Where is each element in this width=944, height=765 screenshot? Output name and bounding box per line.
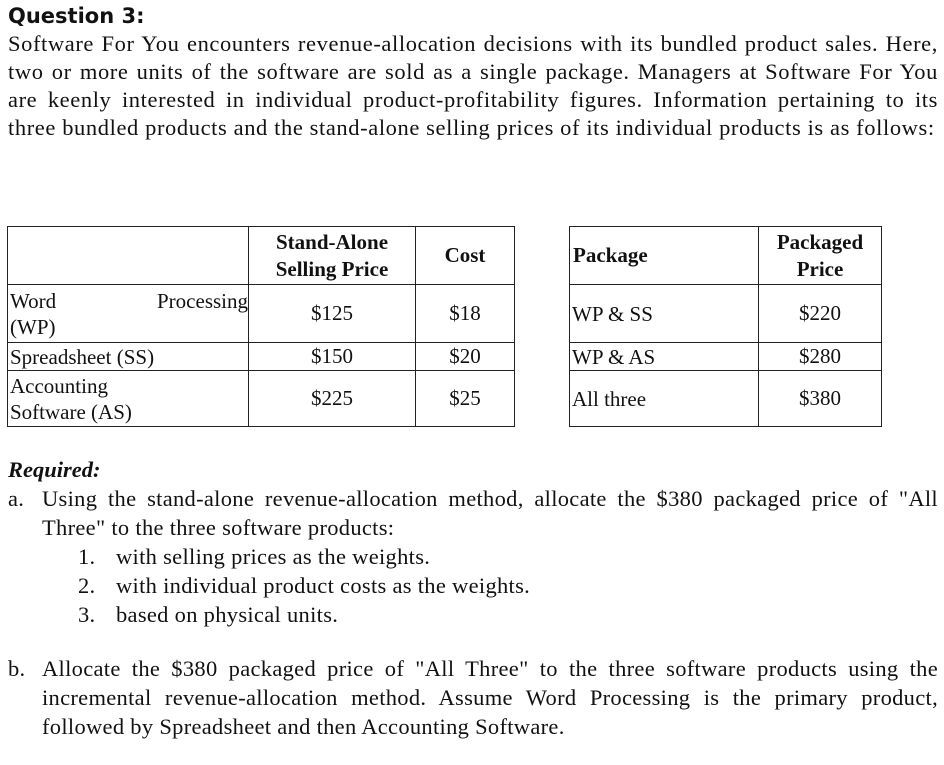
part-b-label: b. xyxy=(8,656,26,681)
table-row xyxy=(570,343,882,371)
list-item-text: with selling prices as the weights. xyxy=(116,544,431,569)
part-a-text: Using the stand-alone revenue-allocation method, allocate the $380 packaged price of "All Three" to the three software products: xyxy=(42,486,938,540)
question-title: Question 3: xyxy=(8,4,145,28)
package-name-wp-ss: WP & SS xyxy=(570,285,759,343)
product-price-ss: $150 xyxy=(249,343,416,371)
list-item-text: based on physical units. xyxy=(116,602,339,627)
required-heading: Required: xyxy=(8,457,101,482)
product-header-price xyxy=(249,227,416,285)
package-price-wp-as: $280 xyxy=(759,343,882,371)
product-name-ss: Spreadsheet (SS) xyxy=(8,343,249,371)
product-header-cost: Cost xyxy=(416,227,515,285)
list-item xyxy=(78,542,938,571)
table-row xyxy=(570,285,882,343)
package-price-wp-ss: $220 xyxy=(759,285,882,343)
package-name-all: All three xyxy=(570,371,759,427)
product-name-as-b: Software (AS) xyxy=(10,399,132,424)
product-name-wp-a: Word xyxy=(10,288,57,313)
product-price-as: $225 xyxy=(249,371,416,427)
list-item-number: 2. xyxy=(78,573,96,598)
package-header-price-line1: Packaged xyxy=(776,229,864,254)
package-header-name: Package xyxy=(570,227,759,285)
part-b-text: Allocate the $380 packaged price of "All Three" to the three software products using the incremental revenue-allocation method. Assume Word Processing is the primary product, followed by Spreadsheet and then Accounting Software. xyxy=(42,656,938,739)
product-table xyxy=(7,226,515,427)
product-cost-as: $25 xyxy=(416,371,515,427)
product-name-wp-b: Processing xyxy=(157,288,248,313)
package-price-all: $380 xyxy=(759,371,882,427)
part-a-label: a. xyxy=(8,486,25,511)
product-header-price-line1: Stand-Alone xyxy=(275,229,389,254)
list-item xyxy=(78,600,938,629)
table-row xyxy=(8,371,515,427)
product-name-as-a: Accounting xyxy=(10,373,108,398)
package-header-price-line2: Price xyxy=(796,256,844,281)
list-item-number: 1. xyxy=(78,544,96,569)
table-row xyxy=(8,343,515,371)
list-item-number: 3. xyxy=(78,602,96,627)
part-a-list xyxy=(8,542,938,629)
list-item xyxy=(78,571,938,600)
part-b xyxy=(8,654,938,741)
question-intro: Software For You encounters revenue-allocation decisions with its bundled product sales. Here, two or more units of the software are sold as a single package. Managers at Software For You are keenly interested in individual product-profitability figures. Information pertaining to its three bundled products and the stand-alone selling prices of its individual products is as follows: xyxy=(8,31,938,140)
product-name-wp xyxy=(8,285,249,343)
product-table-header-row xyxy=(8,227,515,285)
package-table-header-row xyxy=(570,227,882,285)
package-name-wp-as: WP & AS xyxy=(570,343,759,371)
list-item-text: with individual product costs as the weights. xyxy=(116,573,531,598)
product-header-blank xyxy=(8,227,249,285)
package-table xyxy=(569,226,882,427)
product-cost-wp: $18 xyxy=(416,285,515,343)
product-cost-ss: $20 xyxy=(416,343,515,371)
table-row xyxy=(8,285,515,343)
package-header-price xyxy=(759,227,882,285)
part-a xyxy=(8,484,938,629)
product-name-as xyxy=(8,371,249,427)
product-price-wp: $125 xyxy=(249,285,416,343)
table-row xyxy=(570,371,882,427)
product-header-price-line2: Selling Price xyxy=(275,256,389,281)
product-name-wp-c: (WP) xyxy=(10,314,56,339)
